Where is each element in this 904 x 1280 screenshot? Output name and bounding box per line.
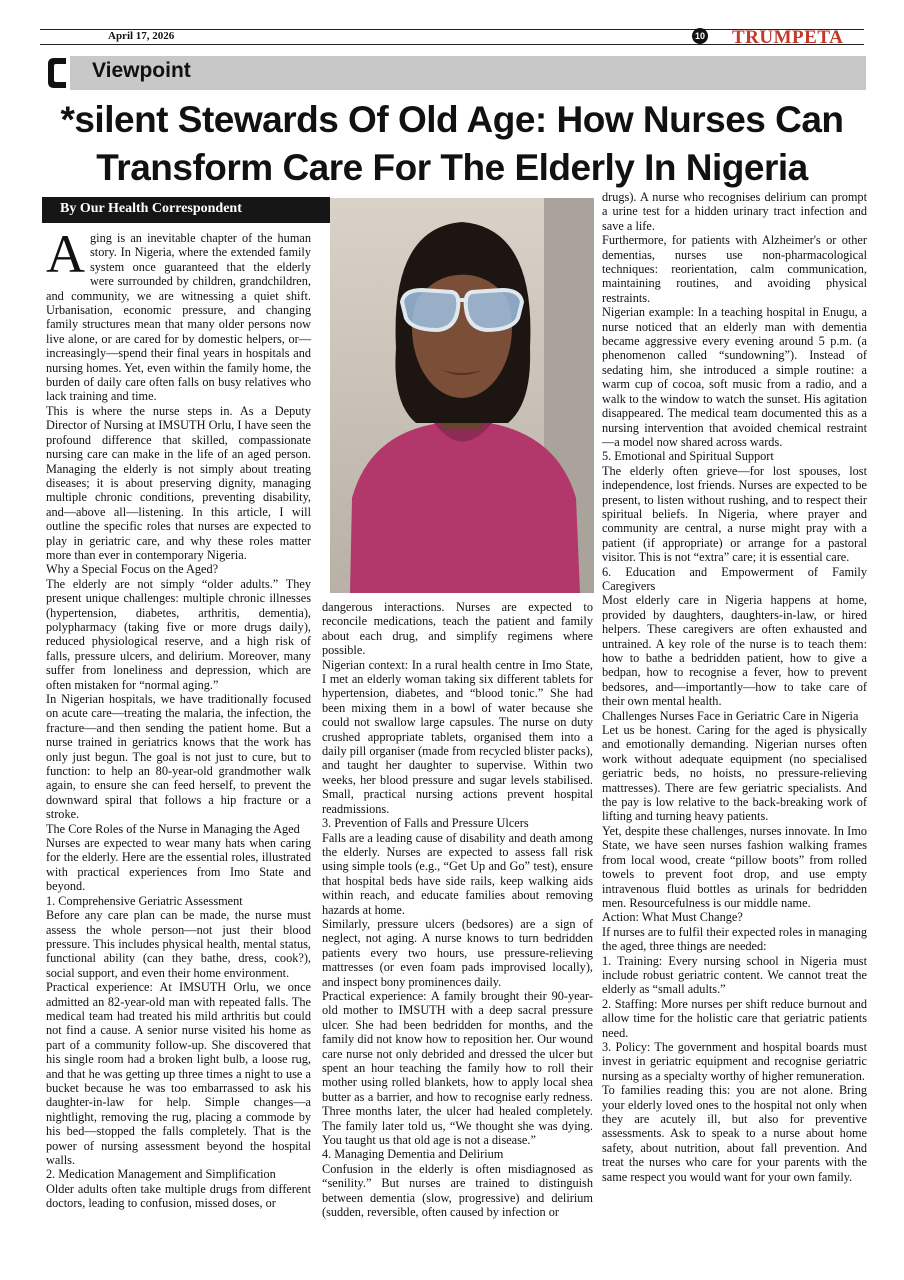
article-paragraph: dangerous interactions. Nurses are expected to reconcile medications, teach the patient and family about each drug, and simplify regimens where possible. xyxy=(322,600,593,658)
article-paragraph: 3. Policy: The government and hospital boards must invest in geriatric equipment and recognise geriatric nursing as a specialty worthy of higher remuneration. xyxy=(602,1039,867,1083)
article-paragraph: Similarly, pressure ulcers (bedsores) are a sign of neglect, not aging. A nurse knows to turn bedridden patients every two hours, use pressure-relieving mattresses (or even foam pads improvised locally), and inspect bony prominences daily. xyxy=(322,916,593,989)
article-paragraph: Furthermore, for patients with Alzheimer's or other dementias, nurses use non-pharmacological techniques: reorientation, calm communication, maintaining routines, and avoiding physical restraints. xyxy=(602,233,867,305)
article-paragraph: Why a Special Focus on the Aged? xyxy=(46,562,219,577)
portrait-photo-nurse-icon xyxy=(330,198,594,593)
article-paragraph: Older adults often take multiple drugs from different doctors, leading to confusion, missed doses, or xyxy=(46,1181,311,1211)
article-paragraph xyxy=(46,224,311,404)
article-paragraph: In Nigerian hospitals, we have traditionally focused on acute care—treating the malaria, the infection, the fracture—and then sending the patient home. But a nurse trained in geriatrics knows that the work has only just begun. The goal is not just to cure, but to function: to help an 80-year-old grandmother walk again, to ensure she can feed herself, to prevent the downward spiral that follows a hip fracture or a stroke. xyxy=(46,692,311,822)
article-paragraph: If nurses are to fulfil their expected roles in managing the aged, three things are needed: xyxy=(602,924,867,954)
drop-cap: A xyxy=(46,224,85,284)
lead-paragraph-text: ging is an inevitable chapter of the human story. In Nigeria, where the extended family system once guaranteed that the elderly were surrounded by children, grandchildren, and community, we are witnessing a quiet shift. Urbanisation, economic pressure, and changing family structures mean that many older persons now live alone, or are cared for by domestic helpers, or—increasingly—spend their final years in hospitals and nursing homes. Yet, even within the family home, the burden of daily care often falls on busy relatives who lack training and time. xyxy=(46,231,311,404)
article-column-2 xyxy=(322,600,593,1219)
article-paragraph: 2. Staffing: More nurses per shift reduce burnout and allow time for the holistic care that geriatric patients need. xyxy=(602,996,867,1040)
article-paragraph: Let us be honest. Caring for the aged is physically and emotionally demanding. Nigerian nurses often work without adequate equipment (no specialised geriatric beds, no hoists, no pressure-relieving mattresses). There are few geriatric specialists. And the pay is low relative to the back-breaking work of lifting and turning heavy patients. xyxy=(602,723,867,824)
article-paragraph: 6. Education and Empowerment of Family Caregivers xyxy=(602,564,867,593)
portrait-photo xyxy=(330,198,594,593)
newspaper-logo: TRUMPETA xyxy=(732,27,844,48)
article-paragraph: 1. Training: Every nursing school in Nigeria must include robust geriatric content. We cannot treat the elderly as “small adults.” xyxy=(602,953,867,997)
article-paragraph: The Core Roles of the Nurse in Managing the Aged xyxy=(46,821,300,836)
issue-date: April 17, 2026 xyxy=(108,30,175,42)
article-paragraph: Practical experience: At IMSUTH Orlu, we once admitted an 82-year-old man with repeated falls. The medical team had treated his mild arthritis but could not find a cause. A senior nurse visited his home as part of a community follow-up. She discovered that his single room had a broken light bulb, a loose rug, and that he was getting up three times a night to use a bucket because he was too embarrassed to ask his daughter-in-law for help. Simple changes—a nightlight, removing the rug, placing a commode by his bed—stopped the falls completely. That is the power of nursing assessment beyond the hospital walls. xyxy=(46,980,311,1167)
byline: By Our Health Correspondent xyxy=(42,197,330,223)
article-paragraph: 2. Medication Management and Simplification xyxy=(46,1167,276,1182)
article-paragraph: To families reading this: you are not alone. Bring your elderly loved ones to the hospital not only when they are acutely ill, but also for preventive assessments. Ask to speak to a nurse about home safety, about nutrition, about fall prevention. And treat the nurses who care for your parents with the same respect you would want for your own family. xyxy=(602,1083,867,1184)
article-paragraph: Before any care plan can be made, the nurse must assess the whole person—not just their blood pressure. This includes physical health, mental status, functional ability (can they bathe, dress, cook?), social support, and even their home environment. xyxy=(46,908,311,980)
section-banner xyxy=(44,56,866,90)
article-paragraph: Action: What Must Change? xyxy=(602,910,743,925)
article-paragraph: 1. Comprehensive Geriatric Assessment xyxy=(46,893,243,908)
article-paragraph: 5. Emotional and Spiritual Support xyxy=(602,449,774,464)
article-paragraph: The elderly are not simply “older adults.” They present unique challenges: multiple chronic illnesses (hypertension, diabetes, arthritis, dementia), polypharmacy (taking five or more drugs daily), reduced physiological reserve, and a high risk of falls, pressure ulcers, and delirium. Moreover, many suffer from loneliness and depression, which are often mistaken for “normal aging.” xyxy=(46,576,311,692)
article-paragraph: Falls are a leading cause of disability and death among the elderly. Nurses are expected to assess fall risk using simple tools (e.g., “Get Up and Go” test), ensure that hospital beds have side rails, keep walking aids within reach, and educate families about removing hazards at home. xyxy=(322,830,593,917)
article-paragraph: Confusion in the elderly is often misdiagnosed as “senility.” But nurses are trained to distinguish between dementia (slow, progressive) and delirium (sudden, reversible, often caused by infection or xyxy=(322,1161,593,1220)
article-column-1 xyxy=(46,224,311,1211)
bracket-icon xyxy=(44,56,70,90)
article-paragraph: The elderly often grieve—for lost spouses, lost independence, lost friends. Nurses are expected to be present, to listen without rushing, and to respect their spiritual beliefs. In Nigeria, where prayer and community are central, a nurse might pray with a patient (if appropriate) or arrange for a pastoral visitor. This is not “extra” care; it is essential care. xyxy=(602,463,867,565)
article-paragraph: Challenges Nurses Face in Geriatric Care in Nigeria xyxy=(602,708,859,723)
masthead xyxy=(40,28,864,46)
article-paragraph: 3. Prevention of Falls and Pressure Ulcers xyxy=(322,816,529,831)
article-paragraph: Most elderly care in Nigeria happens at home, provided by daughters, daughters-in-law, or hired helpers. These caregivers are often exhausted and untrained. A key role of the nurse is to teach them: how to bathe a bedridden patient, how to give a bedpan, how to recognise a fever, how to prevent bedsores, and—importantly—how to take care of their own mental health. xyxy=(602,593,867,709)
article-paragraph: Nurses are expected to wear many hats when caring for the elderly. Here are the essential roles, illustrated with practical experiences from Imo State and beyond. xyxy=(46,836,311,894)
article-paragraph: 4. Managing Dementia and Delirium xyxy=(322,1147,504,1162)
section-label: Viewpoint xyxy=(92,59,191,82)
article-paragraph: Nigerian context: In a rural health centre in Imo State, I met an elderly woman taking six different tablets for hypertension, diabetes, and “blood tonic.” She had been mixing them in a bowl of water because she could not swallow large capsules. The nurse on duty crushed appropriate tablets, organised them into a daily pill organiser (made from recycled blister packs), and taught her daughter to supervise. Within two weeks, her blood pressure and sugar levels stabilised. Small, practical nursing actions prevent hospital readmissions. xyxy=(322,657,593,816)
article-column-3 xyxy=(602,190,867,1184)
article-headline: *silent Stewards Of Old Age: How Nurses Can Transform Care For The Elderly In Nigeria xyxy=(60,99,844,188)
article-paragraph: drugs). A nurse who recognises delirium can prompt a urine test for a hidden urinary tract infection and save a life. xyxy=(602,190,867,233)
article-paragraph: Practical experience: A family brought their 90-year-old mother to IMSUTH with a deep sacral pressure ulcer. She had been bedridden for months, and the family did not know how to reposition her. Our wound care nurse not only debrided and dressed the ulcer but spent an hour teaching the family how to roll their mother using rolled blankets, how to apply local shea butter as a barrier, and how to recognise early redness. Three months later, the ulcer had healed completely. The family later told us, “We thought she was dying. You taught us that old age is not a disease.” xyxy=(322,988,593,1148)
article-paragraph: Nigerian example: In a teaching hospital in Enugu, a nurse noticed that an elderly man with dementia became aggressive every evening around 5 p.m. (a phenomenon called “sundowning”). Instead of sedating him, she introduced a simple routine: a warm cup of cocoa, soft music from a radio, and a walk to the window to watch the sunset. His agitation disappeared. The medical team documented this as a nursing intervention that avoided chemical restraint—a model now shared across wards. xyxy=(602,305,867,449)
article-paragraph: This is where the nurse steps in. As a Deputy Director of Nursing at IMSUTH Orlu, I have seen the profound difference that skilled, compassionate nursing care can make in the life of an aged person. Managing the elderly is not simply about treating diseases; it is about preserving dignity, managing multiple chronic conditions, preventing disability, and—above all—listening. In this article, I will outline the specific roles that nurses are expected to play in geriatric care, and why these roles matter more than ever in contemporary Nigeria. xyxy=(46,403,311,562)
article-paragraph: Yet, despite these challenges, nurses innovate. In Imo State, we have seen nurses fashion walking frames from local wood, create “pillow boots” from rolled towels to prevent foot drop, and use empty intravenous fluid bottles as urinals for bedridden men. Resourcefulness is our middle name. xyxy=(602,823,867,910)
page-number-badge: 10 xyxy=(692,28,708,44)
